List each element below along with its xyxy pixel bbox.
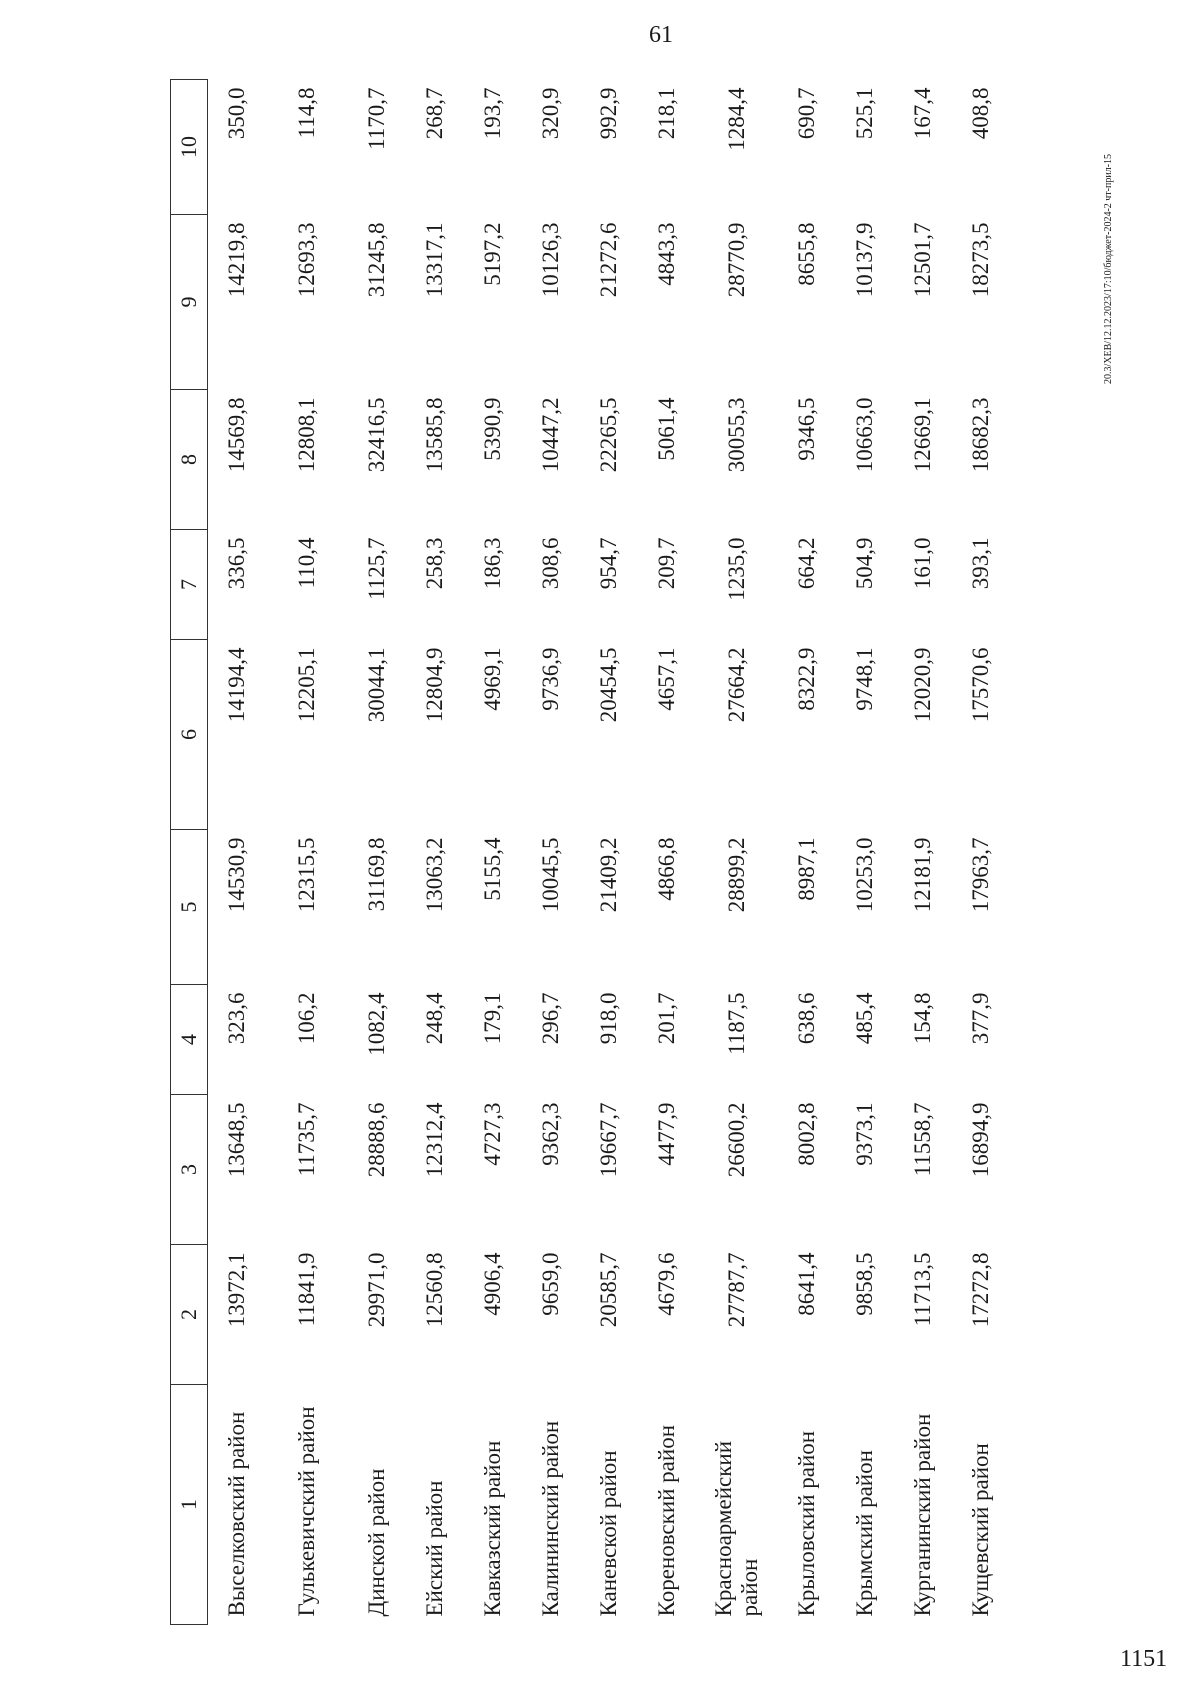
region-name-cell: Кущевский район bbox=[967, 1443, 993, 1617]
value-cell: 12205,1 bbox=[293, 647, 319, 723]
value-cell: 12560,8 bbox=[421, 1252, 447, 1328]
table-row bbox=[696, 80, 778, 1625]
table-row bbox=[952, 80, 1010, 1625]
value-cell: 186,3 bbox=[479, 537, 505, 590]
value-cell: 954,7 bbox=[595, 537, 621, 590]
value-cell: 5390,9 bbox=[479, 397, 505, 461]
table-row bbox=[836, 80, 894, 1625]
region-name-cell: Крыловский район bbox=[793, 1430, 819, 1617]
value-cell: 13648,5 bbox=[223, 1102, 249, 1178]
value-cell: 5155,4 bbox=[479, 837, 505, 901]
footer-document-code: 20.3/XEB/12.12.2023/17:10/бюджет-2024-2 чт-прил-15 bbox=[1103, 153, 1114, 384]
rotated-table-container bbox=[170, 80, 1060, 1625]
table-row bbox=[406, 80, 464, 1625]
value-cell: 12315,5 bbox=[293, 837, 319, 913]
value-cell: 9736,9 bbox=[537, 647, 563, 711]
value-cell: 525,1 bbox=[851, 87, 877, 140]
value-cell: 268,7 bbox=[421, 87, 447, 140]
value-cell: 4866,8 bbox=[653, 837, 679, 901]
region-name-cell: Ейский район bbox=[421, 1480, 447, 1617]
value-cell: 336,5 bbox=[223, 537, 249, 590]
value-cell: 10253,0 bbox=[851, 837, 877, 913]
table-row bbox=[522, 80, 580, 1625]
value-cell: 11735,7 bbox=[293, 1102, 319, 1177]
table-row bbox=[464, 80, 522, 1625]
value-cell: 485,4 bbox=[851, 992, 877, 1045]
value-cell: 9362,3 bbox=[537, 1102, 563, 1166]
region-name-cell: Каневской район bbox=[595, 1450, 621, 1617]
value-cell: 18273,5 bbox=[967, 222, 993, 298]
value-cell: 27787,7 bbox=[723, 1252, 749, 1328]
region-name-cell: Динской район bbox=[363, 1468, 389, 1617]
column-header: 10 bbox=[171, 80, 208, 215]
value-cell: 14530,9 bbox=[223, 837, 249, 913]
value-cell: 308,6 bbox=[537, 537, 563, 590]
value-cell: 26600,2 bbox=[723, 1102, 749, 1178]
value-cell: 28899,2 bbox=[723, 837, 749, 913]
value-cell: 992,9 bbox=[595, 87, 621, 140]
value-cell: 4477,9 bbox=[653, 1102, 679, 1166]
column-header: 1 bbox=[171, 1385, 208, 1625]
value-cell: 12804,9 bbox=[421, 647, 447, 723]
column-header: 8 bbox=[171, 390, 208, 530]
table-row bbox=[778, 80, 836, 1625]
value-cell: 9373,1 bbox=[851, 1102, 877, 1166]
column-header: 6 bbox=[171, 640, 208, 830]
value-cell: 12181,9 bbox=[909, 837, 935, 913]
value-cell: 21272,6 bbox=[595, 222, 621, 298]
table-row bbox=[894, 80, 952, 1625]
value-cell: 28770,9 bbox=[723, 222, 749, 298]
region-name-cell: Крымский район bbox=[851, 1450, 877, 1617]
value-cell: 10126,3 bbox=[537, 222, 563, 298]
value-cell: 30044,1 bbox=[363, 647, 389, 723]
value-cell: 12501,7 bbox=[909, 222, 935, 298]
table-body bbox=[171, 80, 1010, 1625]
value-cell: 323,6 bbox=[223, 992, 249, 1045]
value-cell: 21409,2 bbox=[595, 837, 621, 913]
value-cell: 32416,5 bbox=[363, 397, 389, 473]
value-cell: 12312,4 bbox=[421, 1102, 447, 1178]
column-header: 4 bbox=[171, 985, 208, 1095]
column-header: 2 bbox=[171, 1245, 208, 1385]
value-cell: 30055,3 bbox=[723, 397, 749, 473]
value-cell: 4679,6 bbox=[653, 1252, 679, 1316]
region-name-cell: Гулькевичский район bbox=[293, 1406, 319, 1617]
page-number-top: 61 bbox=[649, 22, 673, 48]
value-cell: 13972,1 bbox=[223, 1252, 249, 1328]
value-cell: 167,4 bbox=[909, 87, 935, 140]
table-row bbox=[638, 80, 696, 1625]
value-cell: 154,8 bbox=[909, 992, 935, 1045]
value-cell: 16894,9 bbox=[967, 1102, 993, 1178]
value-cell: 10137,9 bbox=[851, 222, 877, 298]
value-cell: 638,6 bbox=[793, 992, 819, 1045]
value-cell: 11558,7 bbox=[909, 1102, 935, 1177]
value-cell: 9659,0 bbox=[537, 1252, 563, 1316]
value-cell: 8655,8 bbox=[793, 222, 819, 286]
value-cell: 393,1 bbox=[967, 537, 993, 590]
value-cell: 20454,5 bbox=[595, 647, 621, 723]
value-cell: 320,9 bbox=[537, 87, 563, 140]
value-cell: 14194,4 bbox=[223, 647, 249, 723]
value-cell: 377,9 bbox=[967, 992, 993, 1045]
value-cell: 258,3 bbox=[421, 537, 447, 590]
value-cell: 12693,3 bbox=[293, 222, 319, 298]
value-cell: 4906,4 bbox=[479, 1252, 505, 1316]
value-cell: 20585,7 bbox=[595, 1252, 621, 1328]
value-cell: 14219,8 bbox=[223, 222, 249, 298]
value-cell: 4969,1 bbox=[479, 647, 505, 711]
value-cell: 17963,7 bbox=[967, 837, 993, 913]
value-cell: 179,1 bbox=[479, 992, 505, 1045]
header-row bbox=[171, 80, 208, 1625]
value-cell: 664,2 bbox=[793, 537, 819, 590]
value-cell: 114,8 bbox=[293, 87, 319, 139]
value-cell: 248,4 bbox=[421, 992, 447, 1045]
table-row bbox=[266, 80, 348, 1625]
value-cell: 8641,4 bbox=[793, 1252, 819, 1316]
value-cell: 9748,1 bbox=[851, 647, 877, 711]
value-cell: 296,7 bbox=[537, 992, 563, 1045]
value-cell: 31169,8 bbox=[363, 837, 389, 912]
value-cell: 918,0 bbox=[595, 992, 621, 1045]
value-cell: 110,4 bbox=[293, 537, 319, 589]
value-cell: 408,8 bbox=[967, 87, 993, 140]
value-cell: 1125,7 bbox=[363, 537, 389, 600]
value-cell: 11713,5 bbox=[909, 1252, 935, 1327]
value-cell: 12020,9 bbox=[909, 647, 935, 723]
value-cell: 4727,3 bbox=[479, 1102, 505, 1166]
value-cell: 1082,4 bbox=[363, 992, 389, 1056]
value-cell: 13317,1 bbox=[421, 222, 447, 298]
value-cell: 1284,4 bbox=[723, 87, 749, 151]
value-cell: 1235,0 bbox=[723, 537, 749, 601]
value-cell: 12669,1 bbox=[909, 397, 935, 473]
value-cell: 13063,2 bbox=[421, 837, 447, 913]
value-cell: 9346,5 bbox=[793, 397, 819, 461]
value-cell: 8987,1 bbox=[793, 837, 819, 901]
value-cell: 218,1 bbox=[653, 87, 679, 140]
value-cell: 22265,5 bbox=[595, 397, 621, 473]
value-cell: 4843,3 bbox=[653, 222, 679, 286]
value-cell: 31245,8 bbox=[363, 222, 389, 298]
value-cell: 5197,2 bbox=[479, 222, 505, 286]
page-number-bottom: 1151 bbox=[1120, 1646, 1168, 1672]
value-cell: 10045,5 bbox=[537, 837, 563, 913]
value-cell: 1187,5 bbox=[723, 992, 749, 1055]
value-cell: 690,7 bbox=[793, 87, 819, 140]
value-cell: 18682,3 bbox=[967, 397, 993, 473]
value-cell: 209,7 bbox=[653, 537, 679, 590]
column-header: 7 bbox=[171, 530, 208, 640]
value-cell: 8322,9 bbox=[793, 647, 819, 711]
budget-table bbox=[170, 79, 1010, 1625]
value-cell: 161,0 bbox=[909, 537, 935, 590]
table-row bbox=[348, 80, 406, 1625]
region-name-cell: Красноармейский район bbox=[710, 1441, 762, 1617]
value-cell: 350,0 bbox=[223, 87, 249, 140]
value-cell: 17272,8 bbox=[967, 1252, 993, 1328]
column-header: 5 bbox=[171, 830, 208, 985]
value-cell: 10663,0 bbox=[851, 397, 877, 473]
value-cell: 201,7 bbox=[653, 992, 679, 1045]
value-cell: 28888,6 bbox=[363, 1102, 389, 1178]
value-cell: 504,9 bbox=[851, 537, 877, 590]
column-header: 3 bbox=[171, 1095, 208, 1245]
value-cell: 5061,4 bbox=[653, 397, 679, 461]
region-name-cell: Курганинский район bbox=[909, 1413, 935, 1617]
value-cell: 12808,1 bbox=[293, 397, 319, 473]
value-cell: 14569,8 bbox=[223, 397, 249, 473]
value-cell: 106,2 bbox=[293, 992, 319, 1045]
value-cell: 10447,2 bbox=[537, 397, 563, 473]
table-row bbox=[208, 80, 266, 1625]
value-cell: 13585,8 bbox=[421, 397, 447, 473]
region-name-cell: Кореновский район bbox=[653, 1424, 679, 1617]
value-cell: 11841,9 bbox=[293, 1252, 319, 1327]
value-cell: 1170,7 bbox=[363, 87, 389, 150]
value-cell: 193,7 bbox=[479, 87, 505, 140]
value-cell: 4657,1 bbox=[653, 647, 679, 711]
table-row bbox=[580, 80, 638, 1625]
value-cell: 8002,8 bbox=[793, 1102, 819, 1166]
value-cell: 19667,7 bbox=[595, 1102, 621, 1178]
column-header: 9 bbox=[171, 215, 208, 390]
value-cell: 9858,5 bbox=[851, 1252, 877, 1316]
value-cell: 29971,0 bbox=[363, 1252, 389, 1328]
region-name-cell: Калининский район bbox=[537, 1420, 563, 1617]
region-name-cell: Кавказский район bbox=[479, 1440, 505, 1617]
region-name-cell: Выселковский район bbox=[223, 1411, 249, 1617]
value-cell: 27664,2 bbox=[723, 647, 749, 723]
value-cell: 17570,6 bbox=[967, 647, 993, 723]
